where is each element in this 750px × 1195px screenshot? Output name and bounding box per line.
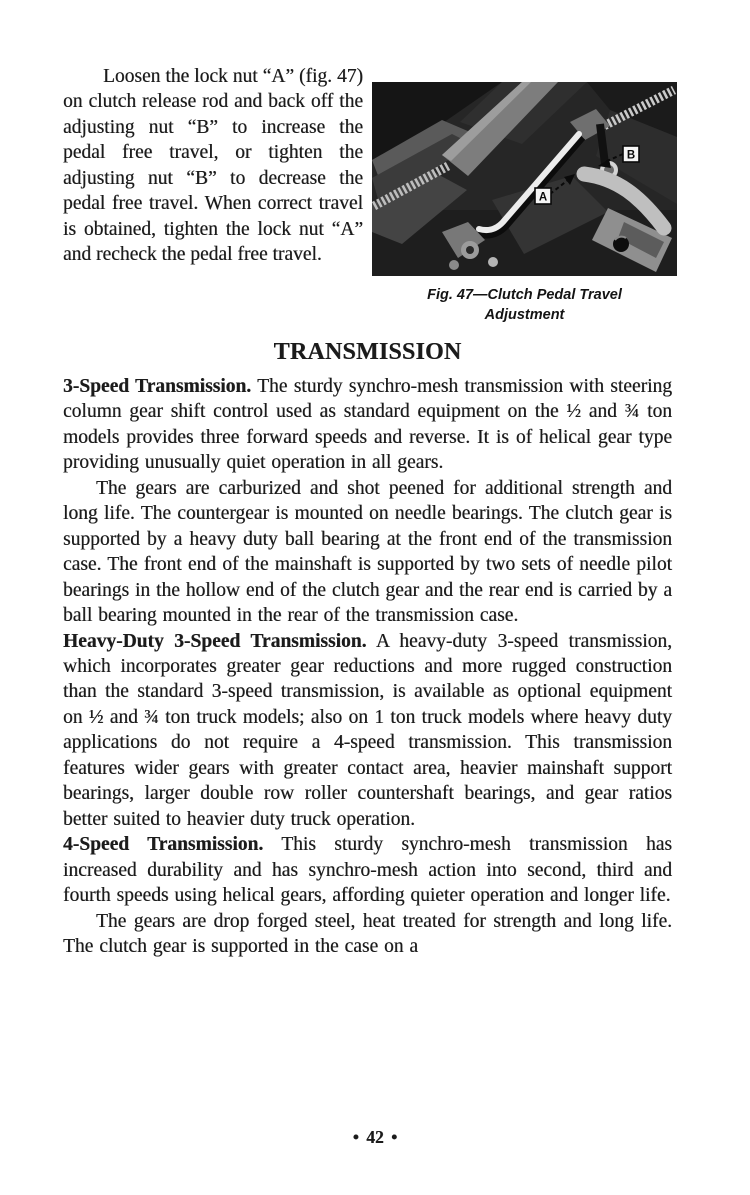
label-a-text: A — [538, 191, 548, 204]
run-in-heading-4-speed: 4-Speed Transmission. — [63, 834, 264, 856]
label-b-text: B — [626, 149, 636, 162]
figure-caption — [372, 285, 677, 325]
paragraph-4-speed — [63, 832, 672, 908]
clutch-linkage-illustration — [372, 82, 677, 276]
run-in-heading-heavy-duty: Heavy-Duty 3-Speed Transmission. — [63, 630, 367, 652]
figure-photo — [372, 82, 677, 276]
page-number: • 42 • — [352, 1127, 398, 1147]
paragraph-3-speed-text: The sturdy synchro-mesh transmission with steering column gear shift control used as standard equipment on the ½ and ¾ ton models provides three forward speeds and reverse. It is of helical gear type providing unusually quiet operation in all gears. — [63, 376, 672, 474]
run-in-heading-3-speed: 3-Speed Transmission. — [63, 376, 252, 397]
paragraph-4-speed-text: This sturdy synchro-mesh transmission has increased durability and has synchro-mesh action into second, third and fourth speeds using helical gears, affording quieter operation and longer life. — [63, 834, 672, 907]
figure-caption-line1: Fig. 47—Clutch Pedal Travel — [427, 287, 622, 303]
figure-caption-line2: Adjustment — [484, 307, 565, 323]
paragraph-heavy-duty — [63, 629, 672, 833]
paragraph-3-speed — [63, 374, 672, 476]
machinery-shapes — [372, 82, 677, 276]
paragraph-gears-carburized-text: The gears are carburized and shot peened for additional strength and long life. The countergear is mounted on needle bearings. The clutch gear is supported by a heavy duty ball bearing at the front end of the transmission case. The front end of the mainshaft is supported by two sets of needle pilot bearings in the hollow end of the clutch gear and the rear end is carried by a ball bearing mounted in the rear of the transmission case. — [63, 477, 672, 627]
paragraph-drop-forged-text: The gears are drop forged steel, heat treated for strength and long life. The clutch gear is supported in the case on a — [63, 910, 672, 957]
paragraph-heavy-duty-text: A heavy-duty 3-speed transmission, which incorporates greater gear reductions and more rugged construction than the standard 3-speed transmission, is available as optional equipment on ½ and ¾ ton truck models; also on 1 ton truck models where heavy duty applications do not require a 4-speed transmission. This transmission features wider gears with greater contact area, heavier mainshaft support bearings, larger double row roller countershaft bearings, and gear ratios better suited to heavier duty truck operation. — [63, 630, 672, 830]
paragraph-gears-carburized — [63, 476, 672, 629]
paragraph-drop-forged — [63, 909, 672, 960]
intro-paragraph: Loosen the lock nut “A” (fig. 47) on clutch release rod and back off the adjusting nut “B” to increase the pedal free travel, or tighten the adjusting nut “B” to decrease the pedal free travel. When correct travel is obtained, tighten the lock nut “A” and recheck the pedal free travel. — [63, 66, 363, 266]
section-heading: TRANSMISSION — [273, 339, 462, 365]
section-body — [63, 374, 672, 959]
